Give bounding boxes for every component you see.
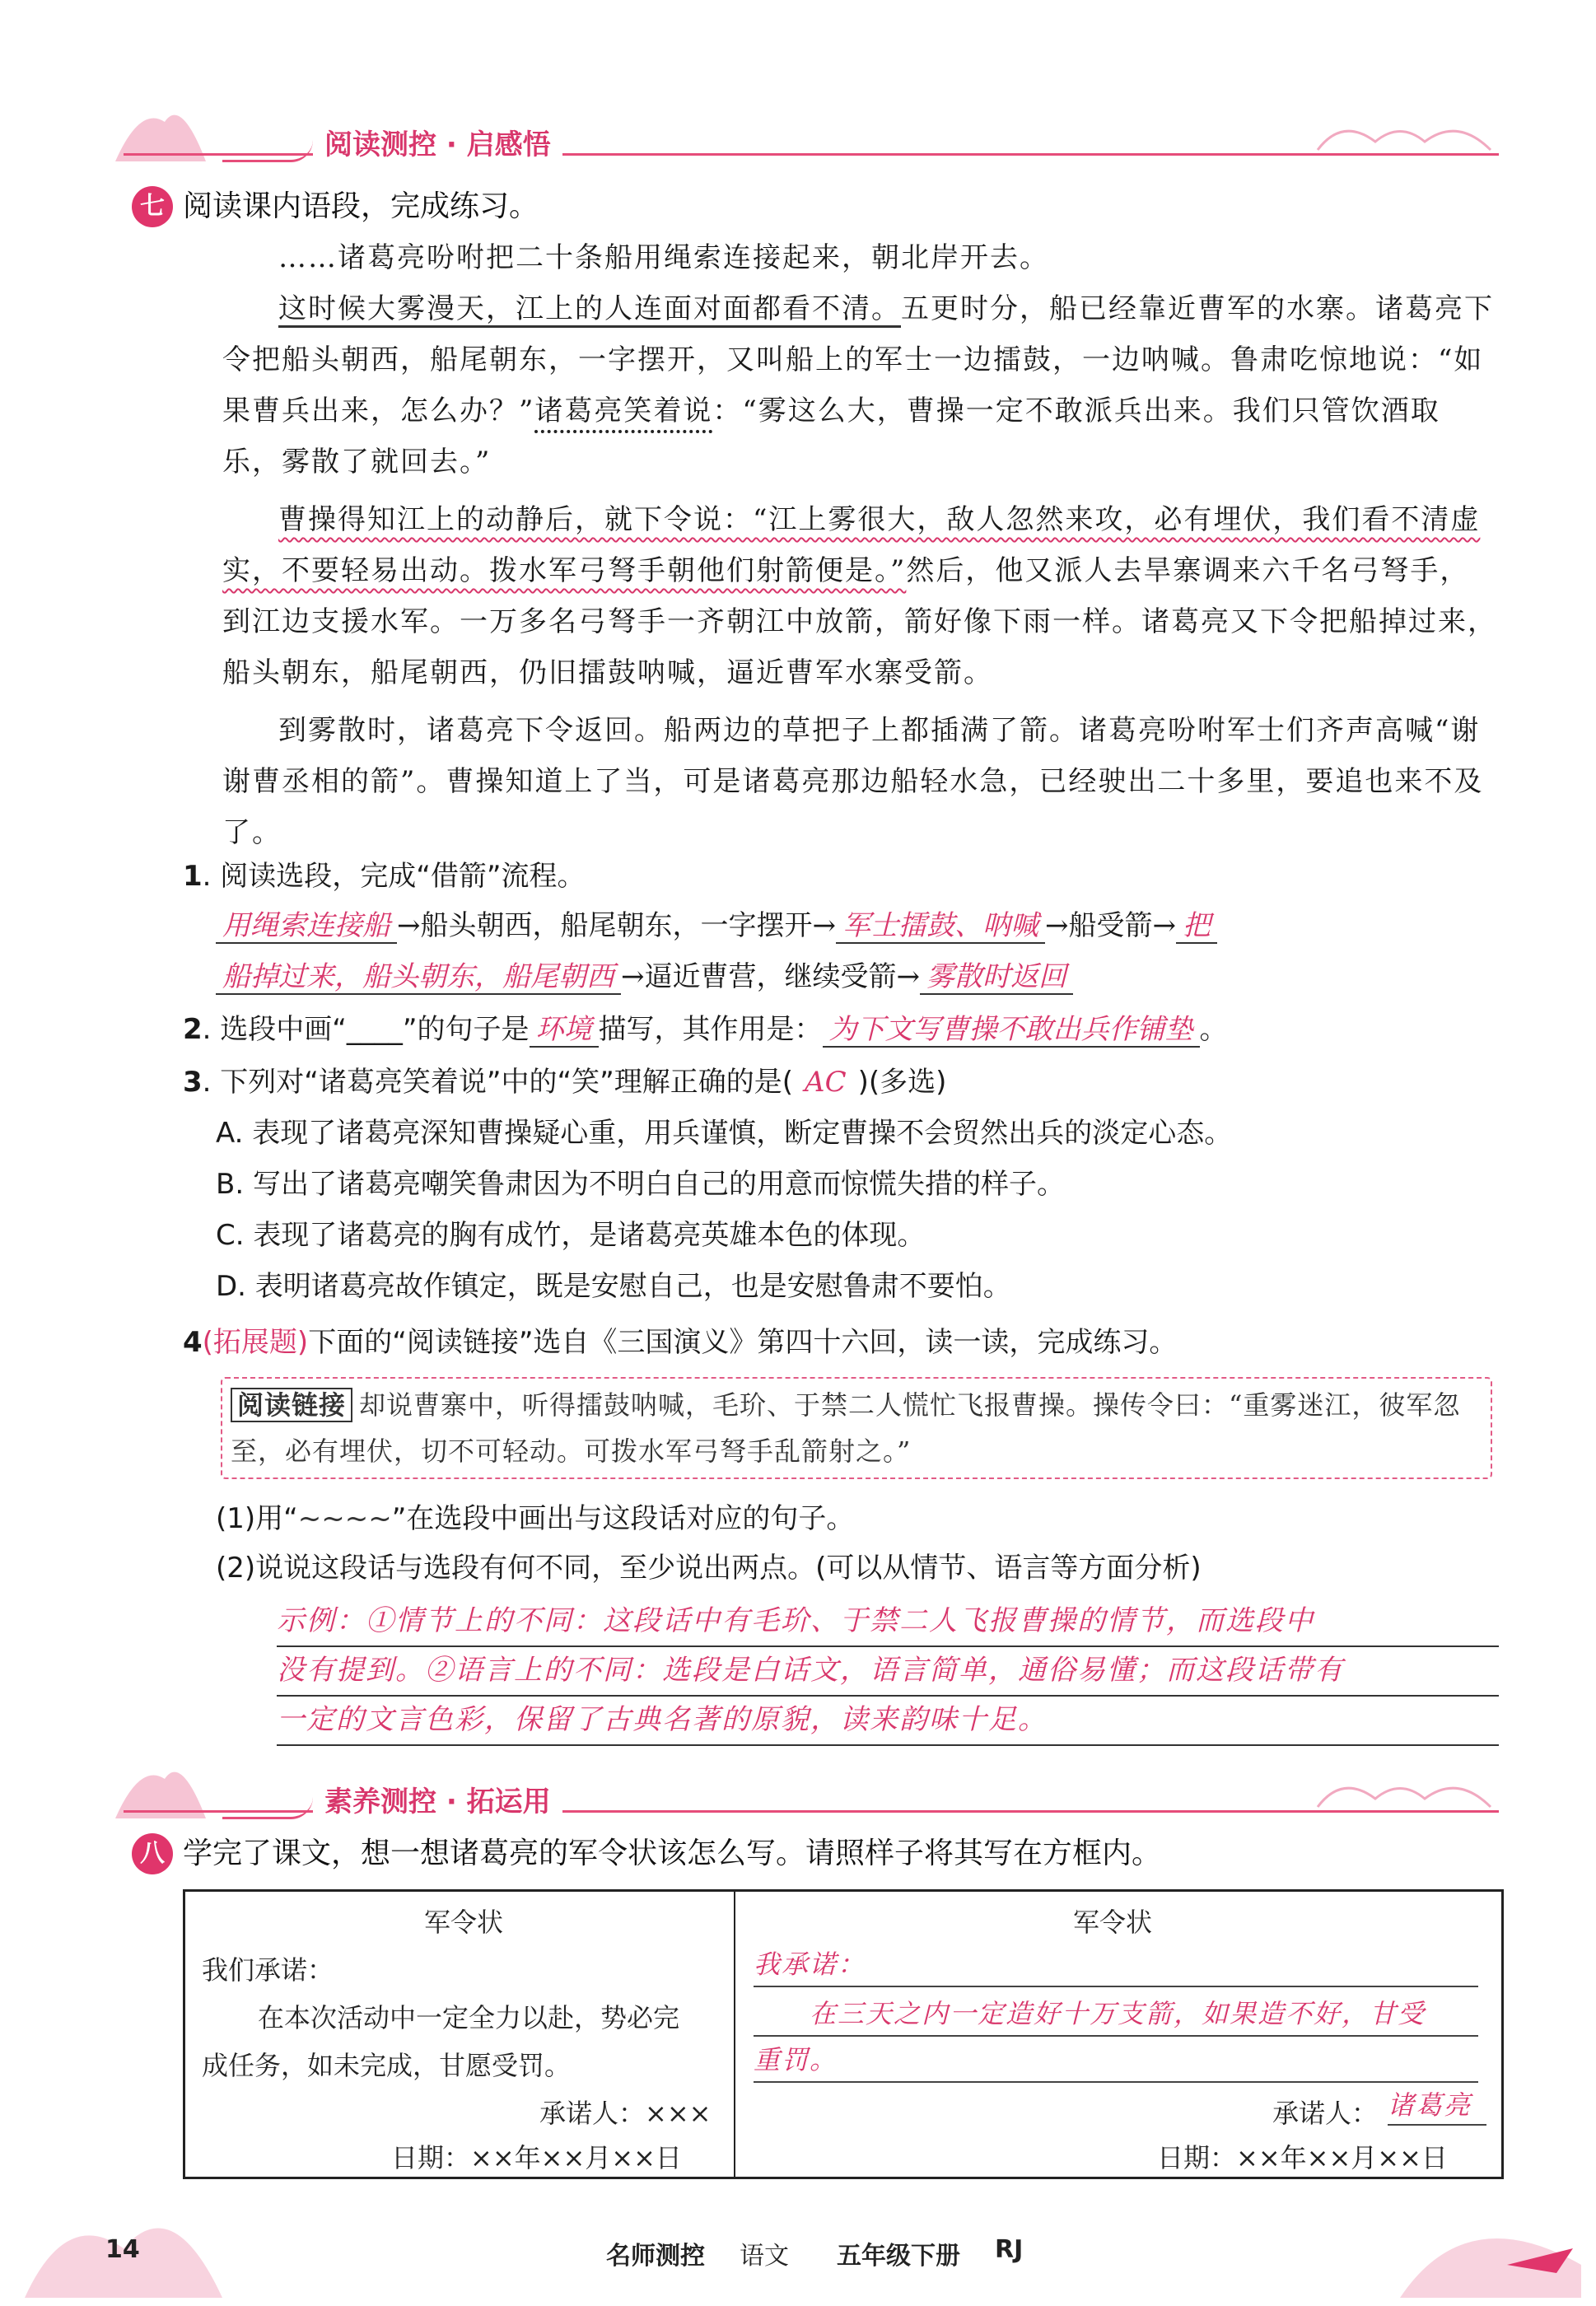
option-c: C. 表现了诸葛亮的胸有成竹，是诸葛亮英雄本色的体现。 — [216, 1219, 926, 1252]
answer-blank[interactable]: 船掉过来，船头朝东，船尾朝西 — [216, 960, 621, 995]
answer-choice[interactable]: AC — [805, 1066, 847, 1099]
answer-line-1[interactable]: 示例：①情节上的不同：这段话中有毛玠、于禁二人飞报曹操的情节，而选段中 — [277, 1598, 1499, 1647]
reading-link-text: 却说曹寨中，听得擂鼓呐喊，毛玠、于禁二人慌忙飞报曹操。操传令曰：“重雾迷江，彼军忽至，必有埋伏，切不可轻动。可拨水军弓弩手乱箭射之。” — [231, 1389, 1461, 1467]
footer-grade: 五年级下册 — [837, 2242, 960, 2271]
passage-text: 五更时分，船已经靠近曹军的水寨。诸葛亮下令把船头朝西，船尾朝东，一字摆开，又叫船上的军士一边擂鼓，一边呐喊。鲁肃吃惊地说：“如果曹兵出来，怎么办？” — [222, 292, 1494, 427]
footer-book: 名师测控 — [606, 2242, 705, 2271]
right-line-3[interactable]: 重罚。 — [754, 2038, 1478, 2083]
answer-blank[interactable]: 为下文写曹操不敢出兵作铺垫 — [823, 1013, 1200, 1048]
option-a: A. 表现了诸葛亮深知曹操疑心重，用兵谨慎，断定曹操不会贸然出兵的淡定心态。 — [216, 1117, 1233, 1150]
left-sign: 承诺人：××× — [539, 2098, 712, 2129]
footer-edition: RJ — [995, 2235, 1024, 2264]
right-date: 日期：××年××月××日 — [1157, 2142, 1448, 2173]
question-badge: 七 — [132, 186, 173, 227]
cloud-ornament-icon — [1309, 117, 1499, 153]
answer-line-2[interactable]: 没有提到。②语言上的不同：选段是白话文，语言简单，通俗易懂；而这段话带有 — [277, 1647, 1499, 1697]
subquestion-4: 4(拓展题)下面的“阅读链接”选自《三国演义》第四十六回，读一读，完成练习。 — [183, 1326, 1178, 1359]
left-title: 军令状 — [424, 1907, 504, 1938]
right-line-2[interactable]: 在三天之内一定造好十万支箭，如果造不好，甘受 — [754, 1992, 1478, 2037]
right-sign-label: 承诺人： — [1272, 2098, 1379, 2129]
section-header-reading — [124, 122, 1499, 168]
section-title: 素养测控 · 拓运用 — [313, 1779, 562, 1825]
passage-p1: ……诸葛亮吩咐把二十条船用绳索连接起来，朝北岸开去。 — [278, 241, 1049, 274]
answer-blank[interactable]: 军士擂鼓、呐喊 — [836, 909, 1045, 944]
question-badge: 八 — [132, 1833, 173, 1874]
answer-blank[interactable]: 雾散时返回 — [920, 960, 1073, 995]
subquestion-3: 3. 下列对“诸葛亮笑着说”中的“笑”理解正确的是( AC )(多选) — [183, 1066, 947, 1099]
option-b: B. 写出了诸葛亮嘲笑鲁肃因为不明白自己的用意而惊慌失措的样子。 — [216, 1168, 1065, 1201]
option-d: D. 表明诸葛亮故作镇定，既是安慰自己，也是安慰鲁肃不要怕。 — [216, 1270, 1011, 1303]
subquestion-4-2: (2)说说这段话与选段有何不同，至少说出两点。(可以从情节、语言等方面分析) — [216, 1552, 1202, 1585]
page-number: 14 — [105, 2235, 140, 2264]
cloud-ornament-icon — [1309, 1774, 1499, 1810]
left-line-3: 成任务，如未完成，甘愿受罚。 — [202, 2050, 572, 2081]
pagoda-ornament-icon — [1384, 2174, 1589, 2298]
reading-link-box — [221, 1377, 1492, 1479]
answer-blank[interactable]: 把 — [1176, 909, 1217, 944]
dotted-phrase: 诸葛亮笑着说 — [534, 394, 713, 427]
passage-text: 然后，他又派人去旱寨调来六千名弓弩手，到江边支援水军。一万多名弓弩手一齐朝江中放箭，箭好像下雨一样。诸葛亮又下令把船掉过来，船头朝东，船尾朝西，仍旧擂鼓呐喊，逼近曹军水寨受箭。 — [222, 554, 1497, 689]
footer-subject: 语文 — [740, 2242, 789, 2271]
question-prompt: 阅读课内语段，完成练习。 — [183, 189, 539, 223]
passage-p3 — [222, 494, 1499, 698]
answer-blank[interactable]: 环境 — [530, 1013, 599, 1048]
extension-tag: (拓展题) — [202, 1326, 309, 1359]
flow-line-2: 船掉过来，船头朝东，船尾朝西 →逼近曹营，继续受箭→ 雾散时返回 — [216, 952, 1073, 1001]
flow-line-1: 用绳索连接船 →船头朝西，船尾朝东，一字摆开→ 军士擂鼓、呐喊 →船受箭→ 把 — [216, 901, 1217, 950]
right-line-1[interactable]: 我承诺： — [754, 1943, 1478, 1987]
answer-line-3[interactable]: 一定的文言色彩，保留了古典名著的原貌，读来韵味十足。 — [277, 1697, 1499, 1746]
subquestion-4-1: (1)用“~~~~”在选段中画出与这段话对应的句子。 — [216, 1502, 855, 1535]
passage-p2 — [222, 283, 1499, 488]
answer-blank[interactable]: 用绳索连接船 — [216, 909, 397, 944]
section-header-literacy — [124, 1779, 1499, 1825]
passage-text: ：“雾这么大，曹操一定不敢派兵出来。我们只管饮酒取乐，雾散了就回去。” — [222, 394, 1440, 478]
section-title: 阅读测控 · 启感悟 — [313, 122, 562, 168]
subquestion-1: 1. 阅读选段，完成“借箭”流程。 — [183, 860, 586, 893]
reading-link-label: 阅读链接 — [231, 1388, 352, 1422]
left-date: 日期：××年××月××日 — [391, 2142, 682, 2173]
left-line-2: 在本次活动中一定全力以赴，势必完 — [258, 2002, 680, 2033]
question-prompt: 学完了课文，想一想诸葛亮的军令状该怎么写。请照样子将其写在方框内。 — [183, 1837, 1162, 1870]
right-title: 军令状 — [1073, 1907, 1153, 1938]
right-sign-value[interactable]: 诸葛亮 — [1388, 2086, 1486, 2126]
passage — [222, 232, 1499, 858]
military-pledge-table — [183, 1889, 1504, 2179]
wavy-sentence: 曹操得知江上的动静后，就下令说：“江上雾很大，敌人忽然来攻，必有埋伏，我们看不清虚实，不要轻易出动。拨水军弓弩手朝他们射箭便是。” — [222, 503, 1481, 587]
underlined-sentence: 这时候大雾漫天，江上的人连面对面都看不清。 — [278, 292, 901, 328]
passage-p4: 到雾散时，诸葛亮下令返回。船两边的草把子上都插满了箭。诸葛亮吩咐军士们齐声高喊“谢谢曹丞相的箭”。曹操知道上了当，可是诸葛亮那边船轻水急，已经驶出二十多里，要追也来不及了。 — [222, 714, 1484, 849]
left-line-1: 我们承诺： — [202, 1954, 334, 1986]
subquestion-2: 2. 选段中画“____”的句子是 环境 描写，其作用是： 为下文写曹操不敢出兵作铺垫 。 — [183, 1013, 1228, 1046]
